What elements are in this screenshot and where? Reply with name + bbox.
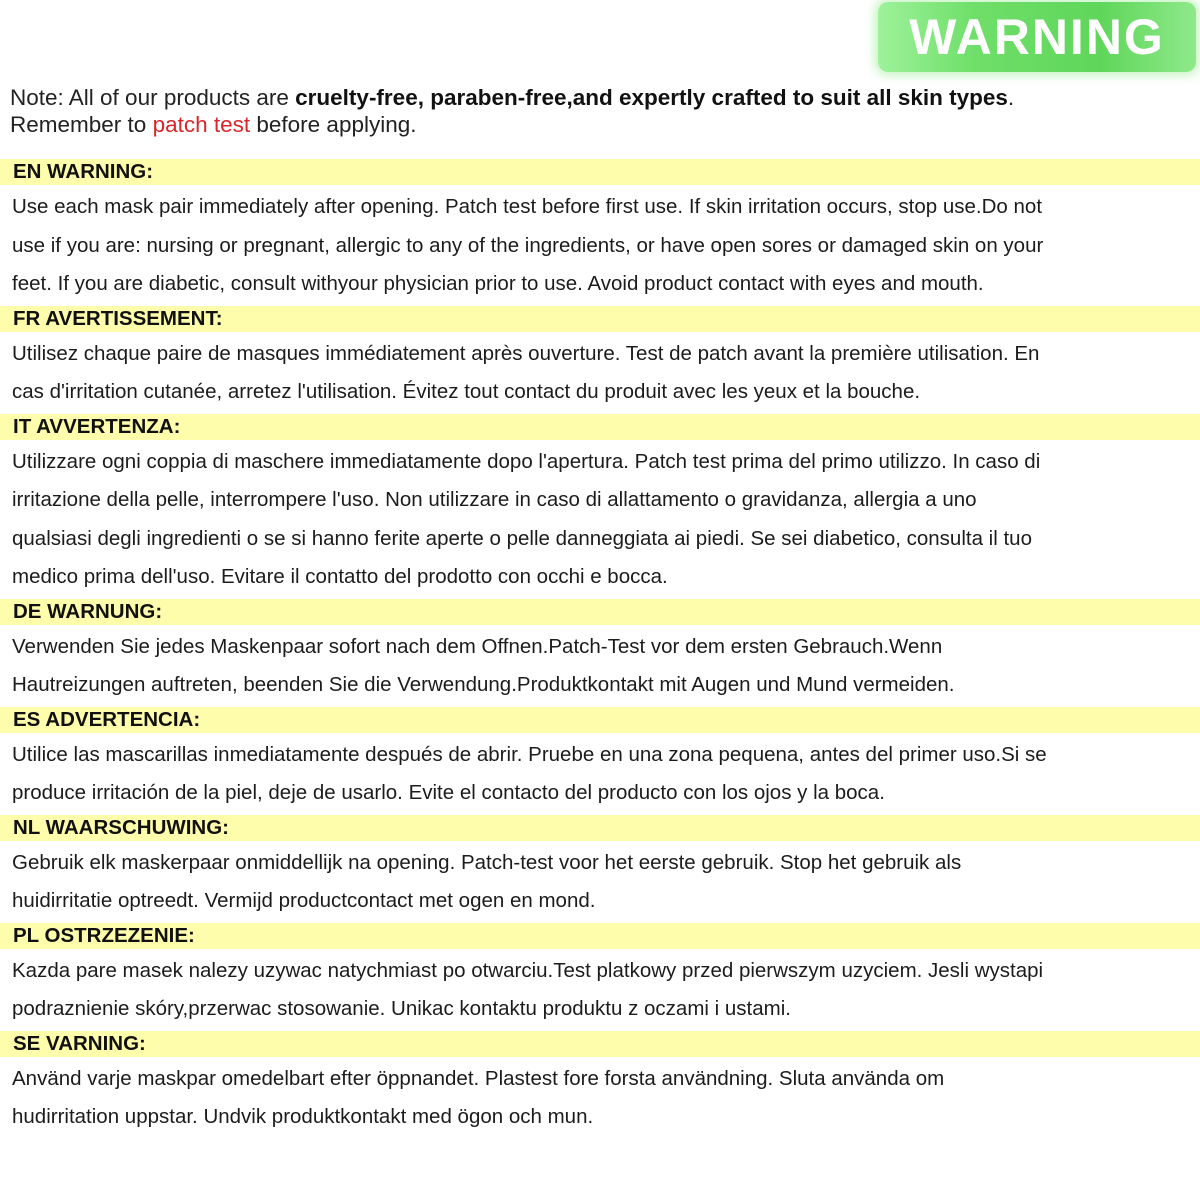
section-header-de: DE WARNUNG:: [0, 599, 1200, 625]
intro-note: [10, 84, 1195, 138]
section-header-se: SE VARNING:: [0, 1031, 1200, 1057]
section-line: cas d'irritation cutanée, arretez l'utilisation. Évitez tout contact du produit avec les yeux et la bouche.: [12, 380, 921, 403]
section-line: use if you are: nursing or pregnant, allergic to any of the ingredients, or have open sores or damaged skin on your: [12, 233, 1044, 257]
section-body-pl: [0, 952, 1200, 1029]
note-period: .: [1007, 85, 1015, 110]
note-line-1: [10, 84, 1195, 111]
section-body-en: [0, 188, 1200, 304]
section-line: Kazda pare masek nalezy uzywac natychmiast po otwarciu.Test platkowy przed pierwszym uzyciem. Jesli wystapi: [12, 958, 1044, 982]
note-line2-suffix: before applying.: [250, 112, 417, 137]
warning-badge: [878, 2, 1196, 72]
section-body-it: [0, 443, 1200, 597]
note-line2-prefix: Remember to: [10, 112, 153, 137]
section-body-fr: [0, 335, 1200, 412]
section-line: Verwenden Sie jedes Maskenpaar sofort nach dem Offnen.Patch-Test vor dem ersten Gebrauch.Wenn: [12, 634, 943, 658]
section-body-de: [0, 628, 1200, 705]
section-header-fr: FR AVERTISSEMENT:: [0, 306, 1200, 332]
note-patch-test: patch test: [152, 112, 251, 137]
section-body-se: [0, 1060, 1200, 1137]
section-line: Använd varje maskpar omedelbart efter öppnandet. Plastest fore forsta användning. Sluta använda om: [12, 1066, 945, 1090]
warning-sections: [0, 159, 1200, 1139]
section-header-it: IT AVVERTENZA:: [0, 414, 1200, 440]
section-line: qualsiasi degli ingredienti o se si hanno ferite aperte o pelle danneggiata ai piedi. Se sei diabetico, consulta il tuo: [12, 526, 1032, 550]
note-bold-claims: cruelty-free, paraben-free,and expertly crafted to suit all skin types: [295, 85, 1008, 110]
section-line: huidirritatie optreedt. Vermijd productcontact met ogen en mond.: [12, 889, 596, 912]
section-line: Use each mask pair immediately after opening. Patch test before first use. If skin irritation occurs, stop use.Do not: [12, 195, 1043, 218]
section-line: Utilice las mascarillas inmediatamente después de abrir. Pruebe en una zona pequena, antes del primer uso.Si se: [12, 742, 1047, 766]
section-line: produce irritación de la piel, deje de usarlo. Evite el contacto del producto con los ojos y la boca.: [12, 781, 885, 804]
section-header-en: EN WARNING:: [0, 159, 1200, 185]
section-line: Utilisez chaque paire de masques immédiatement après ouverture. Test de patch avant la première utilisation. En: [12, 341, 1040, 365]
section-line: hudirritation uppstar. Undvik produktkontakt med ögon och mun.: [12, 1105, 594, 1128]
section-body-nl: [0, 844, 1200, 921]
section-line: Utilizzare ogni coppia di maschere immediatamente dopo l'apertura. Patch test prima del primo utilizzo. In caso di: [12, 449, 1041, 473]
section-line: medico prima dell'uso. Evitare il contatto del prodotto con occhi e bocca.: [12, 565, 668, 588]
section-line: Hautreizungen auftreten, beenden Sie die Verwendung.Produktkontakt mit Augen und Mund vermeiden.: [12, 673, 955, 696]
note-prefix: Note: All of our products are: [10, 85, 296, 110]
section-header-pl: PL OSTRZEZENIE:: [0, 923, 1200, 949]
section-line: Gebruik elk maskerpaar onmiddellijk na opening. Patch-test voor het eerste gebruik. Stop het gebruik als: [12, 850, 962, 874]
section-line: podraznienie skóry,przerwac stosowanie. Unikac kontaktu produktu z oczami i ustami.: [12, 997, 791, 1020]
warning-badge-label: WARNING: [909, 9, 1165, 65]
section-line: feet. If you are diabetic, consult withyour physician prior to use. Avoid product contact with eyes and mouth.: [12, 272, 984, 295]
note-line-2: [10, 111, 1195, 138]
section-body-es: [0, 736, 1200, 813]
section-line: irritazione della pelle, interrompere l'uso. Non utilizzare in caso di allattamento o gravidanza, allergia a uno: [12, 488, 977, 511]
section-header-es: ES ADVERTENCIA:: [0, 707, 1200, 733]
section-header-nl: NL WAARSCHUWING:: [0, 815, 1200, 841]
